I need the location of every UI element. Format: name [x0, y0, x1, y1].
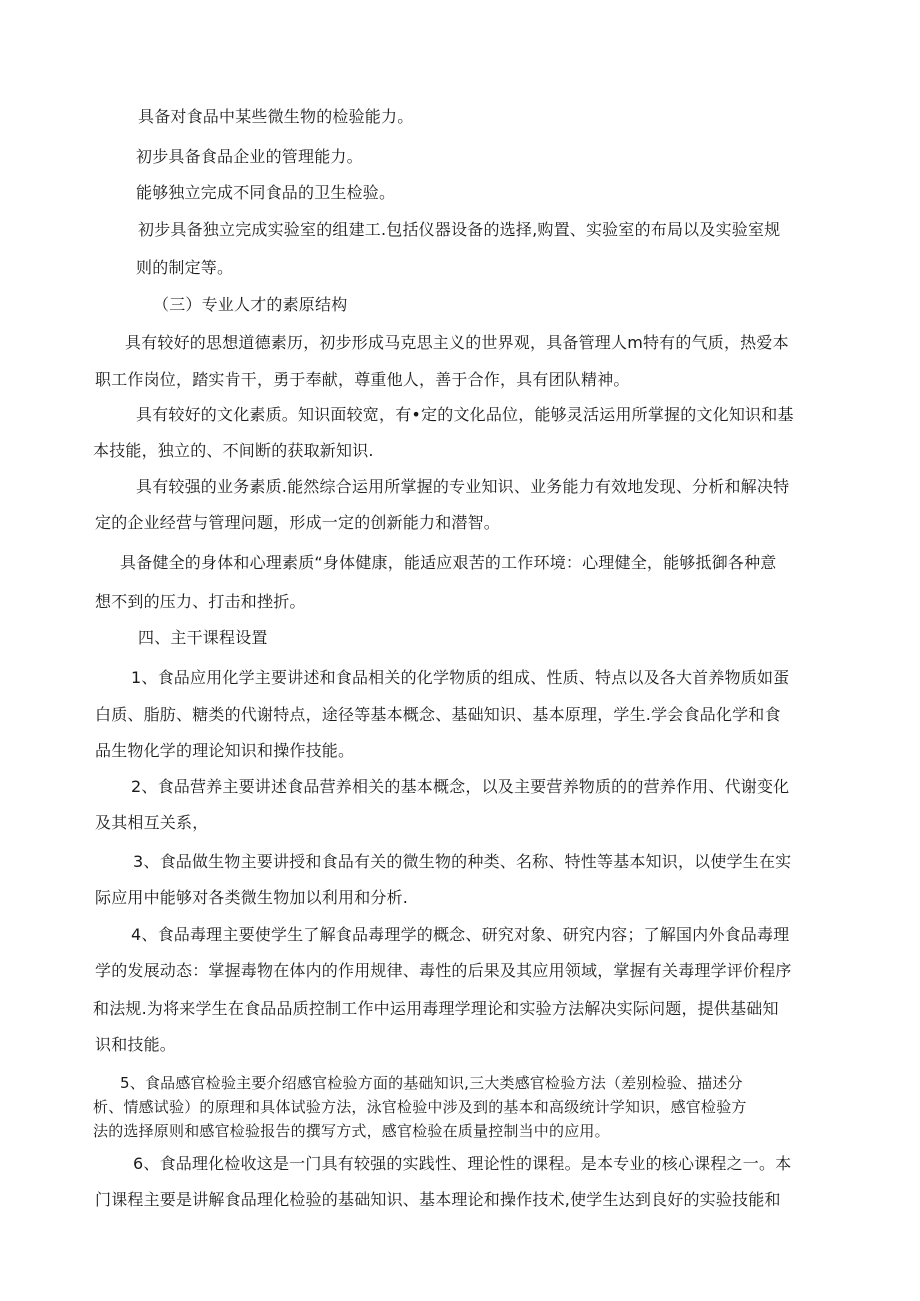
paragraph-line: 2、食品营养主要讲述食品营养相关的基本概念，以及主要营养物质的的营养作用、代谢变化	[131, 777, 790, 796]
paragraph-line: 1、食品应用化学主要讲述和食品相关的化学物质的组成、性质、特点以及各大首养物质如蛋	[131, 668, 790, 687]
paragraph-line: 职工作岗位，踏实肯干，勇于奉献，尊重他人，善于合作，具有团队精神。	[95, 370, 630, 389]
paragraph-line: 具备健全的身体和心理素质“身体健康，能适应艰苦的工作环境：心理健全，能够抵御各种意	[120, 553, 777, 572]
paragraph-line: 具有较好的思想道德素历，初步形成马克思主义的世界观，具备管理人m特有的气质，热爱本	[125, 333, 789, 352]
paragraph-line: 品生物化学的理论知识和操作技能。	[95, 741, 355, 760]
paragraph-line: 3、食品做生物主要讲授和食品有关的微生物的种类、名称、特性等基本知识，以使学生在实	[133, 852, 792, 871]
paragraph-line: 定的企业经营与管理问题，形成一定的创新能力和潜智。	[95, 513, 501, 532]
paragraph-line: 具有较好的文化素质。知识面较宽，有•定的文化品位，能够灵活运用所掌握的文化知识和基	[136, 405, 794, 424]
paragraph-line: 具备对食品中某些微生物的检验能力。	[138, 107, 414, 126]
paragraph-line: 本技能，独立的、不间断的获取新知识.	[93, 441, 374, 460]
paragraph-line: 初步具备食品企业的管理能力。	[136, 147, 363, 166]
paragraph-line: 际应用中能够对各类微生物加以利用和分析.	[95, 888, 409, 907]
paragraph-line: 初步具备独立完成实验室的组建工.包括仪器设备的选择,购置、实验室的布局以及实验室规	[138, 220, 781, 239]
paragraph-line: 和法规.为将来学生在食品品质控制工作中运用毒理学理论和实验方法解决实际问题，提供基础知	[93, 999, 779, 1018]
paragraph-line: 则的制定等。	[136, 258, 234, 277]
paragraph-line: 4、食品毒理主要使学生了解食品毒理学的概念、研究对象、研究内容；了解国内外食品毒理	[131, 925, 790, 944]
paragraph-line: 白质、脂肪、糖类的代谢特点，途径等基本概念、基础知识、基本原理，学生.学会食品化学和食	[95, 705, 781, 724]
paragraph-line: 5、食品感官检验主要介绍感官检验方面的基础知识,三大类感官检验方法（差别检验、描述分	[120, 1074, 743, 1092]
paragraph-line: 法的选择原则和感官检验报告的撰写方式，感官检验在质量控制当中的应用。	[93, 1122, 610, 1140]
paragraph-line: 6、食品理化检收这是一门具有较强的实践性、理论性的课程。是本专业的核心课程之一。本	[133, 1154, 792, 1173]
paragraph-line: 门课程主要是讲解食品理化检验的基础知识、基本理论和操作技术,使学生达到良好的实验技能和	[95, 1190, 781, 1209]
section-heading: （三）专业人才的素原结构	[153, 295, 348, 314]
section-heading: 四、主干课程设置	[138, 628, 268, 647]
paragraph-line: 及其相互关系，	[95, 813, 209, 832]
paragraph-line: 学的发展动态：掌握毒物在体内的作用规律、毒性的后果及其应用领域，掌握有关毒理学评价程序	[95, 961, 792, 980]
paragraph-line: 析、情感试验）的原理和具体试验方法，泳官检验中涉及到的基本和高级统计学知识，感官检验方	[93, 1098, 747, 1116]
paragraph-line: 想不到的压力、打击和挫折。	[95, 592, 306, 611]
paragraph-line: 识和技能。	[95, 1035, 177, 1054]
paragraph-line: 具有较强的业务素质.能然综合运用所掌握的专业知识、业务能力有效地发现、分析和解决特	[136, 477, 790, 496]
paragraph-line: 能够独立完成不同食品的卫生检验。	[136, 183, 396, 202]
